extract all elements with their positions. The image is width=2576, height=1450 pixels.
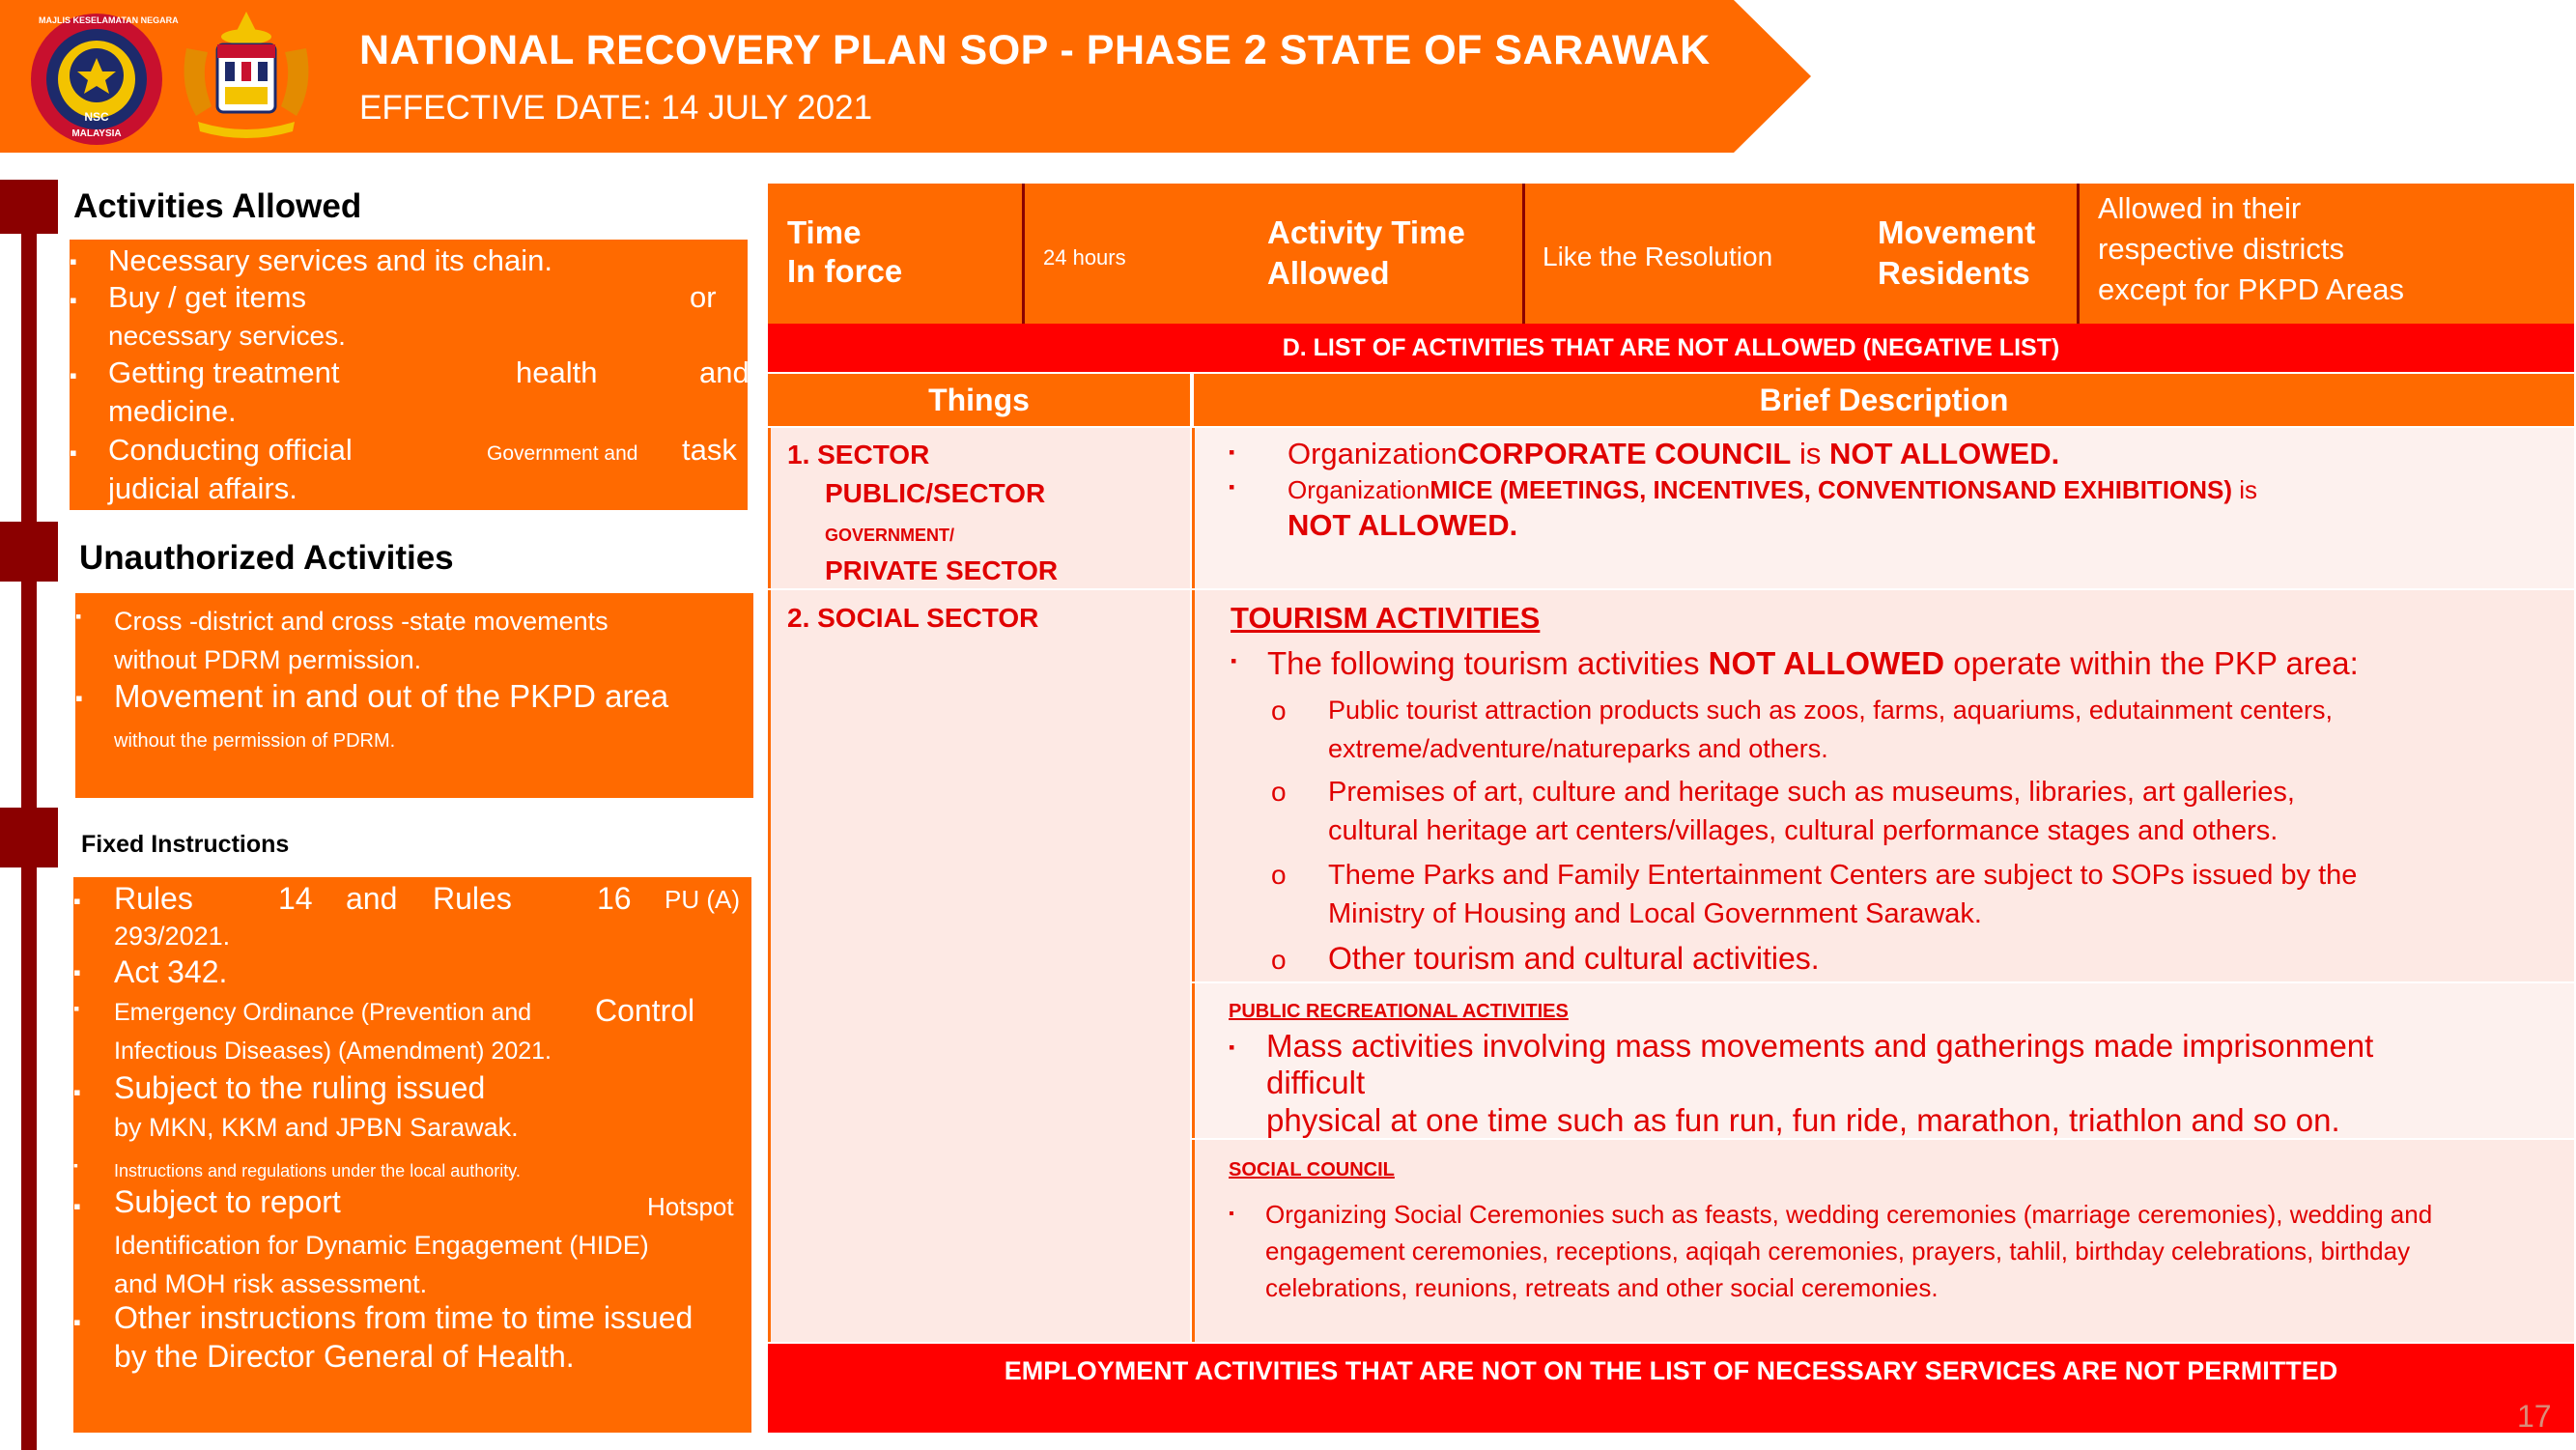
row1-label: GOVERNMENT/	[825, 526, 955, 545]
bullet: ▪	[73, 1157, 78, 1173]
allowed-line: task	[682, 433, 737, 467]
tourism-intro: The following tourism activities NOT ALLOWED operate within the PKP area:	[1267, 645, 2359, 681]
bullet: ▪	[73, 960, 81, 984]
bullet: ▪	[70, 363, 77, 387]
fixed-line: Identification for Dynamic Engagement (HIDE)	[114, 1231, 649, 1260]
recreational-line: physical at one time such as fun run, fun ride, marathon, triathlon and so on.	[1266, 1102, 2340, 1138]
row1-item: OrganizationCORPORATE COUNCIL is NOT ALLOWED.	[1288, 437, 2060, 470]
allowed-line: necessary services.	[108, 321, 346, 351]
fixed-line: and	[346, 881, 398, 916]
movement-value: respective districts	[2098, 232, 2344, 266]
bullet: ▪	[73, 889, 81, 913]
recreational-heading: PUBLIC RECREATIONAL ACTIVITIES	[1229, 1001, 1569, 1022]
footer-text: EMPLOYMENT ACTIVITIES THAT ARE NOT ON THE LIST OF NECESSARY SERVICES ARE NOT PERMITTED	[1004, 1356, 2338, 1385]
bullet: ▪	[1229, 1038, 1235, 1057]
unauthorized-box	[75, 593, 753, 798]
negative-list-title: D. LIST OF ACTIVITIES THAT ARE NOT ALLOWED (NEGATIVE LIST)	[1282, 334, 2060, 361]
bullet: ▪	[70, 441, 77, 465]
tourism-heading: TOURISM ACTIVITIES	[1231, 601, 1541, 635]
page-number: 17	[2517, 1399, 2552, 1434]
activity-time-label: Allowed	[1267, 255, 1390, 291]
allowed-heading: Activities Allowed	[73, 187, 362, 225]
fixed-line: PU (A)	[665, 885, 740, 914]
unauthorized-line: without the permission of PDRM.	[114, 730, 396, 752]
unauthorized-heading: Unauthorized Activities	[79, 539, 454, 577]
allowed-line: Buy / get items	[108, 280, 307, 314]
allowed-line: Conducting official	[108, 433, 353, 467]
fixed-line: Rules	[433, 881, 512, 916]
coat-of-arms-logo	[169, 10, 324, 145]
fixed-heading: Fixed Instructions	[81, 831, 290, 858]
bullet: ▪	[1229, 477, 1235, 497]
tourism-item: Other tourism and cultural activities.	[1328, 941, 1820, 976]
section-marker-unauthorized	[0, 522, 58, 582]
fixed-line: Control	[595, 993, 695, 1028]
row1-item: OrganizationMICE (MEETINGS, INCENTIVES, CONVENTIONSAND EXHIBITIONS) is	[1288, 475, 2258, 504]
time-label: Time	[787, 214, 862, 250]
allowed-line: and	[699, 355, 750, 389]
row1-label: PUBLIC/SECTOR	[825, 478, 1046, 508]
allowed-line: Getting treatment	[108, 355, 340, 389]
sub-bullet: o	[1271, 945, 1287, 975]
allowed-line: judicial affairs.	[108, 471, 297, 505]
row1-label: PRIVATE SECTOR	[825, 555, 1059, 585]
time-label: In force	[787, 253, 903, 289]
tourism-item: Theme Parks and Family Entertainment Centers are subject to SOPs issued by the	[1328, 860, 2358, 891]
section-marker-fixed	[0, 808, 58, 867]
page-title: NATIONAL RECOVERY PLAN SOP - PHASE 2 STATE OF SARAWAK	[359, 27, 1711, 73]
tourism-item: Public tourist attraction products such as zoos, farms, aquariums, edutainment centers,	[1328, 696, 2333, 725]
bullet: ▪	[70, 288, 77, 312]
row1-label: 1. SECTOR	[787, 440, 930, 469]
fixed-line: Instructions and regulations under the local authority.	[114, 1161, 521, 1180]
row2-label: 2. SOCIAL SECTOR	[787, 603, 1039, 633]
allowed-line: Necessary services and its chain.	[108, 243, 553, 277]
sub-bullet: o	[1271, 860, 1287, 890]
allowed-line: Government and	[487, 442, 638, 465]
header-things: Things	[928, 383, 1030, 417]
fixed-line: Emergency Ordinance (Prevention and	[114, 999, 532, 1026]
fixed-line: 16	[597, 881, 632, 916]
fixed-line: by the Director General of Health.	[114, 1339, 575, 1374]
bullet: ▪	[73, 1080, 81, 1104]
nsc-logo-text-mid: NSC	[84, 110, 109, 124]
bullet: ▪	[73, 1310, 81, 1334]
bullet: ▪	[1229, 442, 1235, 462]
row2-things-cell	[768, 590, 1190, 1342]
social-line: celebrations, reunions, retreats and other social ceremonies.	[1265, 1273, 1939, 1302]
sub-bullet: o	[1271, 777, 1287, 807]
bullet: ▪	[73, 1194, 81, 1218]
recreational-line: Mass activities involving mass movements and gatherings made imprisonment	[1266, 1028, 2374, 1064]
time-value: 24 hours	[1043, 245, 1126, 270]
bullet: ▪	[1229, 1206, 1234, 1222]
row1-item-end: NOT ALLOWED.	[1288, 508, 1518, 542]
movement-value: except for PKPD Areas	[2098, 272, 2405, 306]
activity-time-value: Like the Resolution	[1543, 242, 1773, 271]
unauthorized-line: Cross -district and cross -state movements	[114, 607, 609, 636]
nsc-logo-text-top: MAJLIS KESELAMATAN NEGARA	[39, 15, 179, 25]
fixed-line: Subject to the ruling issued	[114, 1070, 486, 1105]
fixed-line: and MOH risk assessment.	[114, 1269, 428, 1298]
tourism-item: cultural heritage art centers/villages, cultural performance stages and others.	[1328, 815, 2279, 846]
activity-time-label: Activity Time	[1267, 214, 1465, 250]
fixed-line: 14	[278, 881, 313, 916]
fixed-line: Hotspot	[647, 1192, 734, 1221]
tourism-item: extreme/adventure/natureparks and others.	[1328, 734, 1828, 763]
nsc-logo-text-bottom: MALAYSIA	[71, 128, 122, 139]
fixed-line: Subject to report	[114, 1184, 341, 1219]
fixed-line: Rules	[114, 881, 193, 916]
bullet: ▪	[70, 249, 77, 273]
unauthorized-line: without PDRM permission.	[114, 645, 422, 674]
social-heading: SOCIAL COUNCIL	[1229, 1159, 1395, 1180]
sub-bullet: o	[1271, 696, 1287, 725]
allowed-line: health	[516, 355, 598, 389]
top-row-divider	[2077, 184, 2080, 324]
fixed-line: Infectious Diseases) (Amendment) 2021.	[114, 1038, 552, 1065]
allowed-line: or	[690, 280, 717, 314]
bullet: ▪	[73, 999, 80, 1018]
effective-date: EFFECTIVE DATE: 14 JULY 2021	[359, 89, 873, 127]
movement-label: Movement	[1878, 214, 2036, 250]
fixed-line: Act 342.	[114, 954, 228, 989]
movement-label: Residents	[1878, 255, 2030, 291]
fixed-line: by MKN, KKM and JPBN Sarawak.	[114, 1113, 519, 1142]
social-line: engagement ceremonies, receptions, aqiqah ceremonies, prayers, tahlil, birthday celebrations, birthday	[1265, 1237, 2411, 1265]
section-marker-allowed	[0, 180, 58, 234]
tourism-item: Premises of art, culture and heritage such as museums, libraries, art galleries,	[1328, 777, 2295, 808]
social-line: Organizing Social Ceremonies such as feasts, wedding ceremonies (marriage ceremonies), wedding and	[1265, 1200, 2433, 1229]
bullet: ▪	[75, 607, 82, 626]
movement-value: Allowed in their	[2098, 191, 2302, 225]
nsc-logo	[29, 12, 179, 147]
recreational-line: difficult	[1266, 1065, 1366, 1100]
fixed-line: 293/2021.	[114, 922, 231, 951]
header-brief: Brief Description	[1759, 383, 2009, 417]
fixed-line: Other instructions from time to time issued	[114, 1300, 694, 1335]
allowed-box	[70, 240, 748, 510]
bullet: ▪	[75, 686, 83, 710]
tourism-item: Ministry of Housing and Local Government Sarawak.	[1328, 898, 1982, 929]
allowed-line: medicine.	[108, 394, 237, 428]
unauthorized-line: Movement in and out of the PKPD area	[114, 678, 669, 714]
bullet: ▪	[1231, 651, 1237, 670]
top-row-divider	[1022, 184, 1025, 324]
fixed-box	[73, 877, 751, 1433]
top-row-divider	[1522, 184, 1525, 324]
